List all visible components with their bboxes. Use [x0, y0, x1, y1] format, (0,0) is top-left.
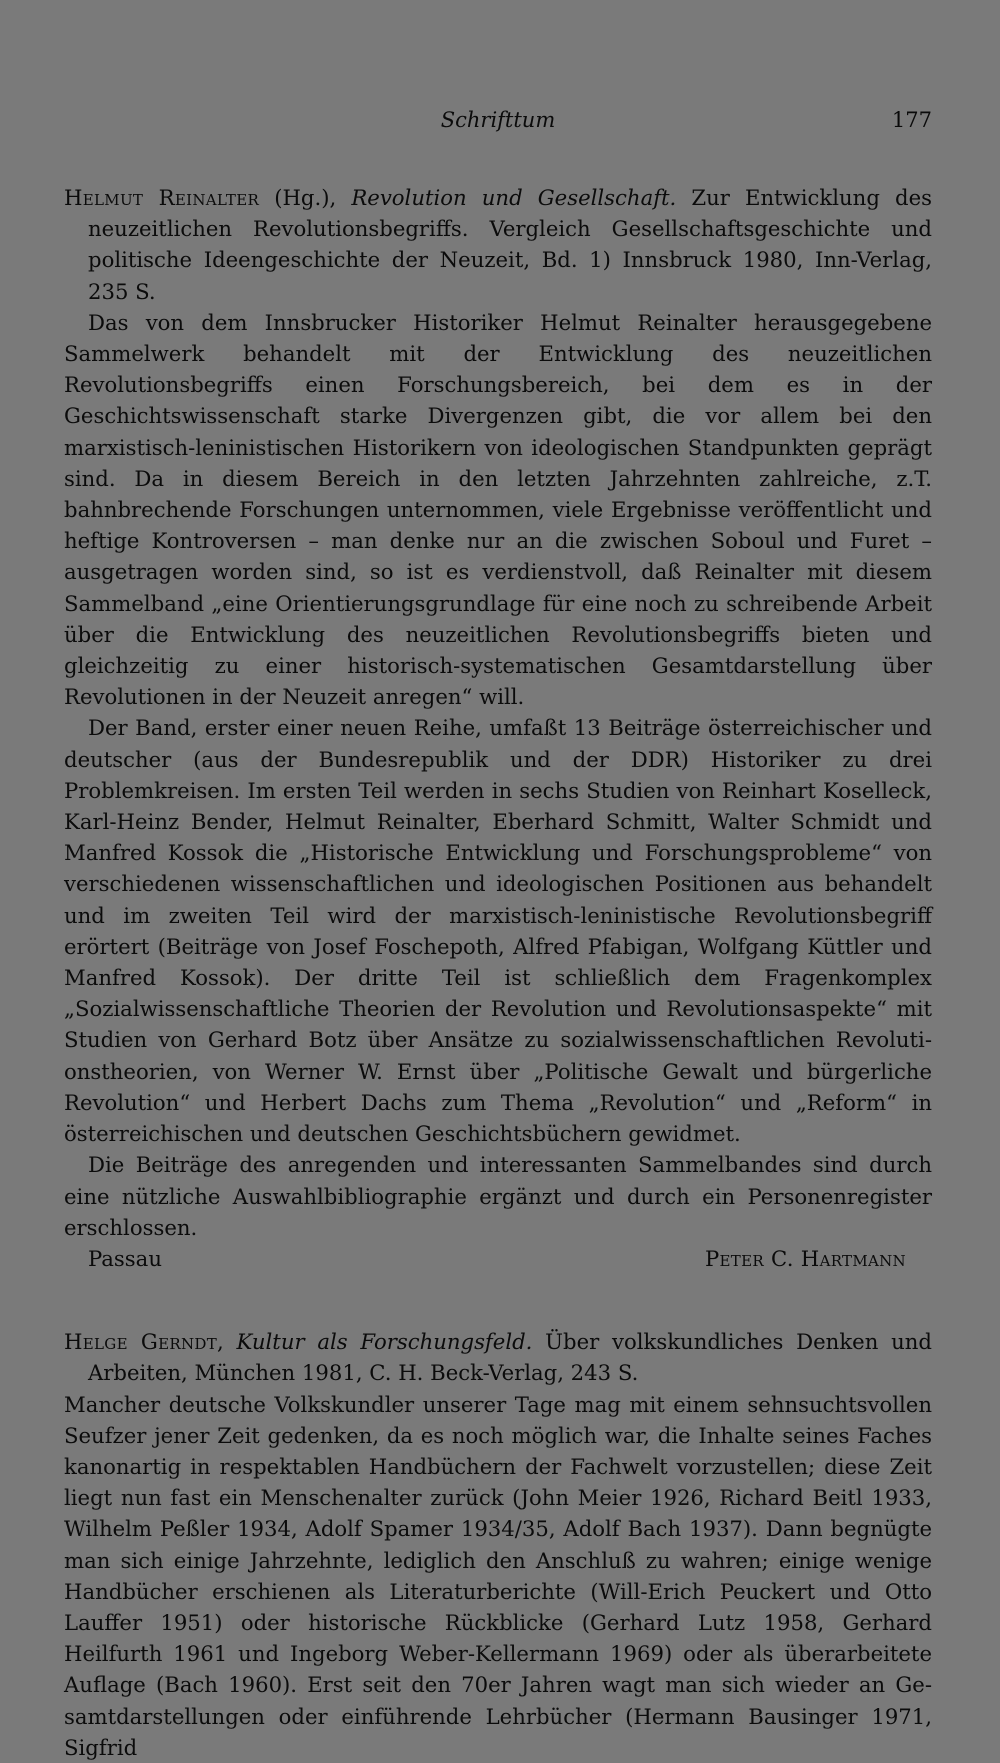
- citation-author: Helmut Reinalter: [64, 185, 260, 210]
- review-citation: [64, 182, 932, 307]
- running-title: Schrifttum: [440, 108, 556, 132]
- review-reinalter: [64, 182, 932, 1274]
- citation-details: Über volkskundliches Denken und Arbeiten, München 1981, C. H. Beck-Verlag, 243 S.: [88, 1329, 932, 1386]
- review-place: Passau: [88, 1245, 162, 1271]
- citation-author-suffix: ,: [217, 1329, 237, 1355]
- reviewer-name: Peter C. Hartmann: [704, 1245, 906, 1271]
- review-body: [64, 1389, 932, 1763]
- review-paragraph: Der Band, erster einer neuen Reihe, umfaßt 13 Beiträge österreichischer und deutscher (aus der Bundesrepublik und der DDR) Historiker zu drei Problemkreisen. Im ersten Teil werden in sechs Studien von Reinhart Koselleck, Karl-Heinz Bender, Helmut Reinalter, Eberhard Schmitt, Walter Schmidt und Manfred Kossok die „Historische Entwicklung und Forschungsprobleme“ von verschiedenen wissenschaftlichen und ideologischen Positionen aus behandelt und im zweiten Teil wird der marxistisch-leninistische Revolutionsbegriff erörtert (Beiträge von Josef Foschepoth, Alfred Pfabigan, Wolfgang Küttler und Manfred Kossok). Der dritte Teil ist schließlich dem Fragenkomplex „Sozialwissenschaftliche Theorien der Revolution und Revolutionsaspekte“ mit Studien von Gerhard Botz über Ansätze zu sozialwissenschaftlichen Revolutionstheorien, von Werner W. Ernst über „Politische Gewalt und bürgerliche Revolution“ und Herbert Dachs zum Thema „Revolution“ und „Reform“ in österreichischen und deutschen Geschichtsbüchern gewidmet.: [64, 715, 932, 1147]
- citation-title: Kultur als Forschungsfeld.: [236, 1329, 533, 1355]
- running-header: [64, 108, 932, 148]
- citation-title: Revolution und Gesellschaft.: [351, 185, 677, 210]
- citation-author-suffix: (Hg.),: [259, 185, 352, 210]
- review-citation: [64, 1326, 932, 1388]
- review-paragraph: Die Beiträge des anregenden und interessanten Sammelbandes sind durch eine nützliche Auswahlbibliographie ergänzt und durch ein Personenregister erschlossen.: [64, 1152, 932, 1240]
- review-paragraph: Das von dem Innsbrucker Historiker Helmut Reinalter herausgegebene Sammelwerk behandelt mit der Entwicklung des neuzeitlichen Revolutionsbegriffs einen Forschungsbereich, bei dem es in der Geschichtswissenschaft starke Divergenzen gibt, die vor allem bei den marxistisch-leninistischen Historikern von ideologischen Standpunkten geprägt sind. Da in diesem Bereich in den letzten Jahrzehnten zahlreiche, z.T. bahnbrechende Forschungen unternommen, viele Ergebnisse veröffentlicht und heftige Kontroversen – man denke nur an die zwischen Soboul und Furet – ausgetragen worden sind, so ist es verdienstvoll, daß Reinalter mit diesem Sammelband „eine Orientierungsgrundlage für eine noch zu schreibende Arbeit über die Entwicklung des neuzeitlichen Revolutionsbegriffs bieten und gleichzeitig zu einer historisch-systematischen Gesamtdarstellung über Revolutionen in der Neuzeit anregen“ will.: [64, 309, 932, 710]
- review-signature: [64, 1243, 932, 1274]
- review-gerndt: [64, 1326, 932, 1763]
- citation-author: Helge Gerndt: [64, 1329, 218, 1355]
- page-number: 177: [891, 108, 932, 132]
- review-paragraph: Mancher deutsche Volkskundler unserer Tage mag mit einem sehnsuchtsvollen Seufzer jener Zeit gedenken, da es noch möglich war, die Inhalte seines Faches kanonartig in respektablen Handbüchern der Fachwelt vorzustellen; diese Zeit liegt nun fast ein Menschenalter zurück (John Meier 1926, Richard Beitl 1933, Wilhelm Peßler 1934, Adolf Spamer 1934/35, Adolf Bach 1937). Dann begnügte man sich einige Jahrzehnte, lediglich den Anschluß zu wahren; einige wenige Handbücher erschienen als Literaturberichte (Will-Erich Peuckert und Otto Lauffer 1951) oder historische Rückblicke (Gerhard Lutz 1958, Gerhard Heilfurth 1961 und Ingeborg Weber-Kellermann 1969) oder als überarbeitete Auflage (Bach 1960). Erst seit den 70er Jahren wagt man sich wieder an Gesamtdarstellungen oder einführende Lehrbücher (Hermann Bausinger 1971, Sigfrid: [64, 1391, 932, 1760]
- citation-details: Zur Entwicklung des neuzeitlichen Revolutionsbegriffs. Vergleich Gesellschaftsgeschichte und politische Ideengeschichte der Neuzeit, Bd. 1) Innsbruck 1980, Inn-Verlag, 235 S.: [88, 185, 932, 304]
